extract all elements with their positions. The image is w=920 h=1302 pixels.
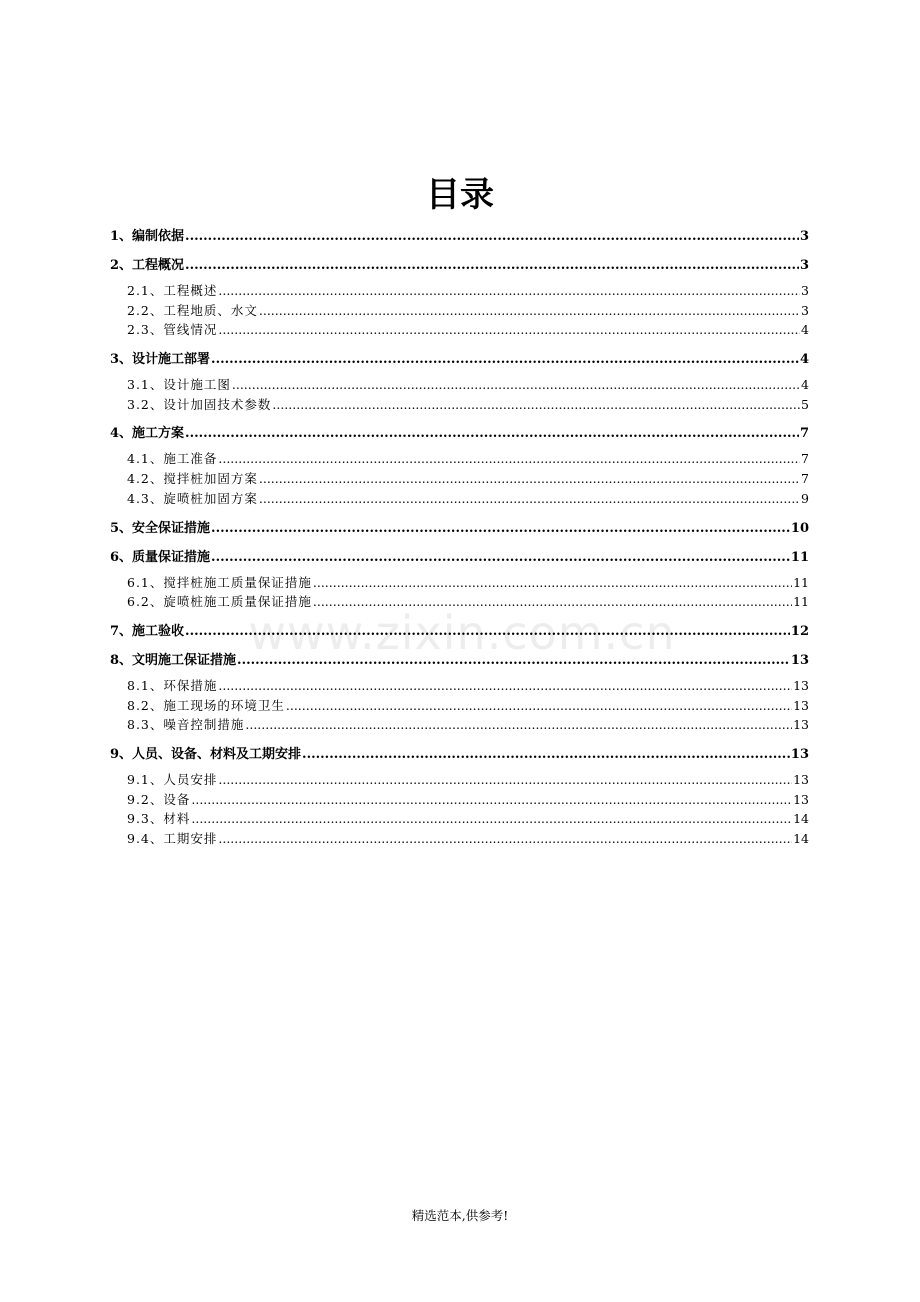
toc-section-entry[interactable] xyxy=(110,651,809,670)
toc-page-number: 3 xyxy=(799,229,809,244)
toc-dot-leader xyxy=(237,651,790,670)
toc-subsection-entry[interactable] xyxy=(110,301,809,321)
toc-dot-leader xyxy=(211,519,790,538)
toc-entry-label: 7、施工验收 xyxy=(110,623,185,639)
toc-page-number: 13 xyxy=(793,677,809,693)
toc-entry-label: 4.3、旋喷桩加固方案 xyxy=(127,490,258,506)
toc-subsection-entry[interactable] xyxy=(110,281,809,301)
toc-entry-label: 8.3、噪音控制措施 xyxy=(127,717,245,733)
toc-page-number: 13 xyxy=(793,771,809,787)
toc-page-number: 13 xyxy=(790,652,809,668)
toc-page-number: 13 xyxy=(790,746,809,762)
toc-entry-label: 9.2、设备 xyxy=(127,791,191,807)
toc-section-entry[interactable] xyxy=(110,424,809,443)
toc-dot-leader xyxy=(218,829,792,849)
toc-dot-leader xyxy=(218,449,800,469)
toc-entry-label: 9.4、工期安排 xyxy=(127,831,218,846)
page-footer: 精选范本,供参考! xyxy=(411,1208,509,1223)
toc-section-entry[interactable] xyxy=(110,350,809,369)
toc-dot-leader xyxy=(211,548,790,567)
toc-subsection-entry[interactable] xyxy=(110,573,809,593)
toc-entry-label: 2.2、工程地质、水文 xyxy=(127,302,258,318)
toc-dot-leader xyxy=(313,573,792,593)
toc-dot-leader xyxy=(211,350,799,369)
toc-subsection-entry[interactable] xyxy=(110,676,809,696)
toc-page-number: 14 xyxy=(793,831,809,846)
toc-subsection-entry[interactable] xyxy=(110,449,809,469)
toc-entry-label: 9.1、人员安排 xyxy=(127,771,218,787)
toc-entry-label: 6.1、搅拌桩施工质量保证措施 xyxy=(127,574,312,590)
toc-page-number: 5 xyxy=(801,396,809,412)
toc-subsection-entry[interactable] xyxy=(110,395,809,415)
toc-dot-leader xyxy=(259,489,800,509)
toc-dot-leader xyxy=(286,696,792,716)
toc-dot-leader xyxy=(191,809,792,829)
toc-entry-label: 2、工程概况 xyxy=(110,258,185,273)
toc-subsection-entry[interactable] xyxy=(110,809,809,829)
toc-subsection-entry[interactable] xyxy=(110,829,809,849)
toc-page-number: 11 xyxy=(793,574,809,590)
toc-entry-label: 9、人员、设备、材料及工期安排 xyxy=(110,746,302,762)
toc-subsection-entry[interactable] xyxy=(110,489,809,509)
toc-page-number: 10 xyxy=(790,520,809,536)
toc-section-entry[interactable] xyxy=(110,519,809,538)
toc-subsection-entry[interactable] xyxy=(110,592,809,612)
toc-entry-label: 8.2、施工现场的环境卫生 xyxy=(127,697,285,713)
toc-page-number: 14 xyxy=(793,811,809,827)
toc-dot-leader xyxy=(259,301,800,321)
toc-subsection-entry[interactable] xyxy=(110,715,809,735)
toc-subsection-entry[interactable] xyxy=(110,790,809,810)
toc-title: 目录 xyxy=(426,175,494,215)
toc-page-number: 4 xyxy=(801,322,809,338)
toc-section-entry[interactable] xyxy=(110,622,809,641)
toc-dot-leader xyxy=(313,592,792,612)
toc-page-number: 9 xyxy=(801,490,809,506)
toc-entry-label: 1、编制依据 xyxy=(110,229,185,244)
toc-entry-label: 4.1、施工准备 xyxy=(127,451,218,467)
toc-entry-label: 3、设计施工部署 xyxy=(110,352,211,368)
toc-dot-leader xyxy=(185,622,790,641)
toc-subsection-entry[interactable] xyxy=(110,770,809,790)
toc-dot-leader xyxy=(185,424,799,443)
toc-dot-leader xyxy=(232,375,800,395)
toc-subsection-entry[interactable] xyxy=(110,696,809,716)
toc-dot-leader xyxy=(302,745,790,764)
toc-dot-leader xyxy=(191,790,792,810)
toc-dot-leader xyxy=(185,227,799,246)
toc-dot-leader xyxy=(218,320,800,340)
toc-entry-label: 8、文明施工保证措施 xyxy=(110,652,237,668)
toc-page-number: 7 xyxy=(801,451,809,467)
toc-subsection-entry[interactable] xyxy=(110,320,809,340)
toc-page-number: 7 xyxy=(801,471,809,487)
toc-section-entry[interactable] xyxy=(110,548,809,567)
toc-dot-leader xyxy=(218,676,792,696)
toc-page-number: 4 xyxy=(799,352,809,368)
toc-entry-label: 6、质量保证措施 xyxy=(110,549,211,565)
toc-page-number: 13 xyxy=(793,791,809,807)
toc-dot-leader xyxy=(218,281,800,301)
toc-entry-label: 8.1、环保措施 xyxy=(127,677,218,693)
toc-dot-leader xyxy=(245,715,792,735)
toc-entry-label: 4.2、搅拌桩加固方案 xyxy=(127,471,258,487)
toc-page-number: 4 xyxy=(801,377,809,393)
toc-page-number: 12 xyxy=(790,623,809,639)
toc-page-number: 11 xyxy=(793,594,809,610)
toc-section-entry[interactable] xyxy=(110,227,809,246)
toc-entry-label: 3.2、设计加固技术参数 xyxy=(127,396,272,412)
table-of-contents xyxy=(110,227,809,849)
toc-section-entry[interactable] xyxy=(110,745,809,764)
toc-entry-label: 4、施工方案 xyxy=(110,426,185,442)
toc-page-number: 7 xyxy=(799,426,809,442)
toc-entry-label: 3.1、设计施工图 xyxy=(127,377,231,393)
toc-page-number: 3 xyxy=(801,302,809,318)
watermark: www.zixin.com.cn xyxy=(248,606,676,660)
toc-page-number: 3 xyxy=(801,283,809,298)
toc-dot-leader xyxy=(259,469,800,489)
toc-entry-label: 2.3、管线情况 xyxy=(127,322,218,338)
toc-page-number: 13 xyxy=(793,717,809,733)
toc-page-number: 11 xyxy=(790,549,809,565)
toc-dot-leader xyxy=(185,256,799,275)
toc-subsection-entry[interactable] xyxy=(110,469,809,489)
toc-section-entry[interactable] xyxy=(110,256,809,275)
toc-subsection-entry[interactable] xyxy=(110,375,809,395)
toc-dot-leader xyxy=(218,770,792,790)
toc-page-number: 3 xyxy=(799,258,809,273)
toc-page-number: 13 xyxy=(793,697,809,713)
toc-entry-label: 2.1、工程概述 xyxy=(127,283,218,298)
toc-entry-label: 9.3、材料 xyxy=(127,811,191,827)
toc-entry-label: 5、安全保证措施 xyxy=(110,520,211,536)
toc-entry-label: 6.2、旋喷桩施工质量保证措施 xyxy=(127,594,312,610)
toc-dot-leader xyxy=(272,395,800,415)
